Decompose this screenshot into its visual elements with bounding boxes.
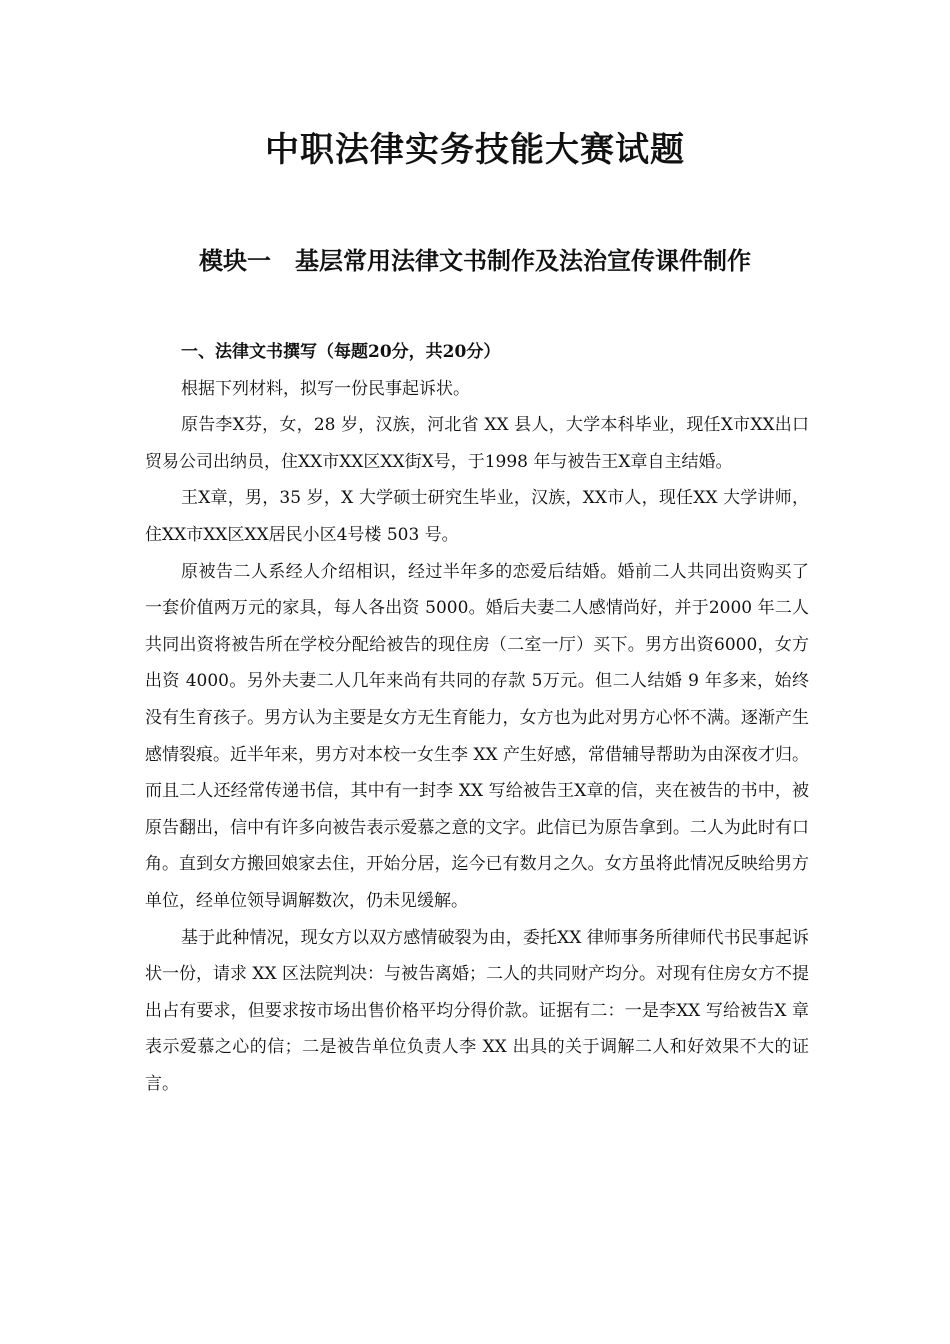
paragraph-instruction: 根据下列材料，拟写一份民事起诉状。	[181, 378, 470, 399]
module-label: 模块一	[199, 246, 271, 275]
document-title: 中职法律实务技能大赛试题	[265, 130, 685, 170]
module-name: 基层常用法律文书制作及法治宣传课件制作	[295, 246, 751, 275]
paragraph-facts: 原被告二人系经人介绍相识，经过半年多的恋爱后结婚。婚前二人共同出资购买了一套价值两万元的家具，每人各出资 5000。婚后夫妻二人感情尚好，并于2000 年二人共同出资将被告所在学校分配给被告的现住房（二室一厅）买下。男方出资6000，女方出资 4000。另外夫妻二人几年来尚有共同的存款 5万元。但二人结婚 9 年多来，始终没有生育孩子。男方认为主要是女方无生育能力，女方也为此对男方心怀不满。逐渐产生感情裂痕。近半年来，男方对本校一女生李 XX 产生好感，常借辅导帮助为由深夜才归。而且二人还经常传递书信，其中有一封李 XX 写给被告王X章的信，夹在被告的书中，被原告翻出，信中有许多向被告表示爱慕之意的文字。此信已为原告拿到。二人为此时有口角。直到女方搬回娘家去住，开始分居，迄今已有数月之久。女方虽将此情况反映给男方单位，经单位领导调解数次，仍未见缓解。	[145, 561, 810, 911]
paragraph-plaintiff: 原告李X芬，女，28 岁，汉族，河北省 XX 县人，大学本科毕业，现任X市XX出口贸易公司出纳员，住XX市XX区XX街X号，于1998 年与被告王X章自主结婚。	[145, 415, 809, 472]
section-heading: 一、法律文书撰写（每题20分，共20分）	[181, 342, 501, 362]
paragraph-defendant: 王X章，男，35 岁，X 大学硕士研究生毕业，汉族，XX市人，现任XX 大学讲师，住XX市XX区XX居民小区4号楼 503 号。	[145, 488, 809, 545]
paragraph-claims: 基于此种情况，现女方以双方感情破裂为由，委托XX 律师事务所律师代书民事起诉状一份，请求 XX 区法院判决：与被告离婚；二人的共同财产均分。对现有住房女方不提出占有要求，但要求按市场出售价格平均分得价款。证据有二：一是李XX 写给被告X 章表示爱慕之心的信；二是被告单位负责人李 XX 出具的关于调解二人和好效果不大的证言。	[145, 927, 810, 1094]
module-heading	[0, 243, 950, 279]
document-body	[145, 334, 809, 1102]
